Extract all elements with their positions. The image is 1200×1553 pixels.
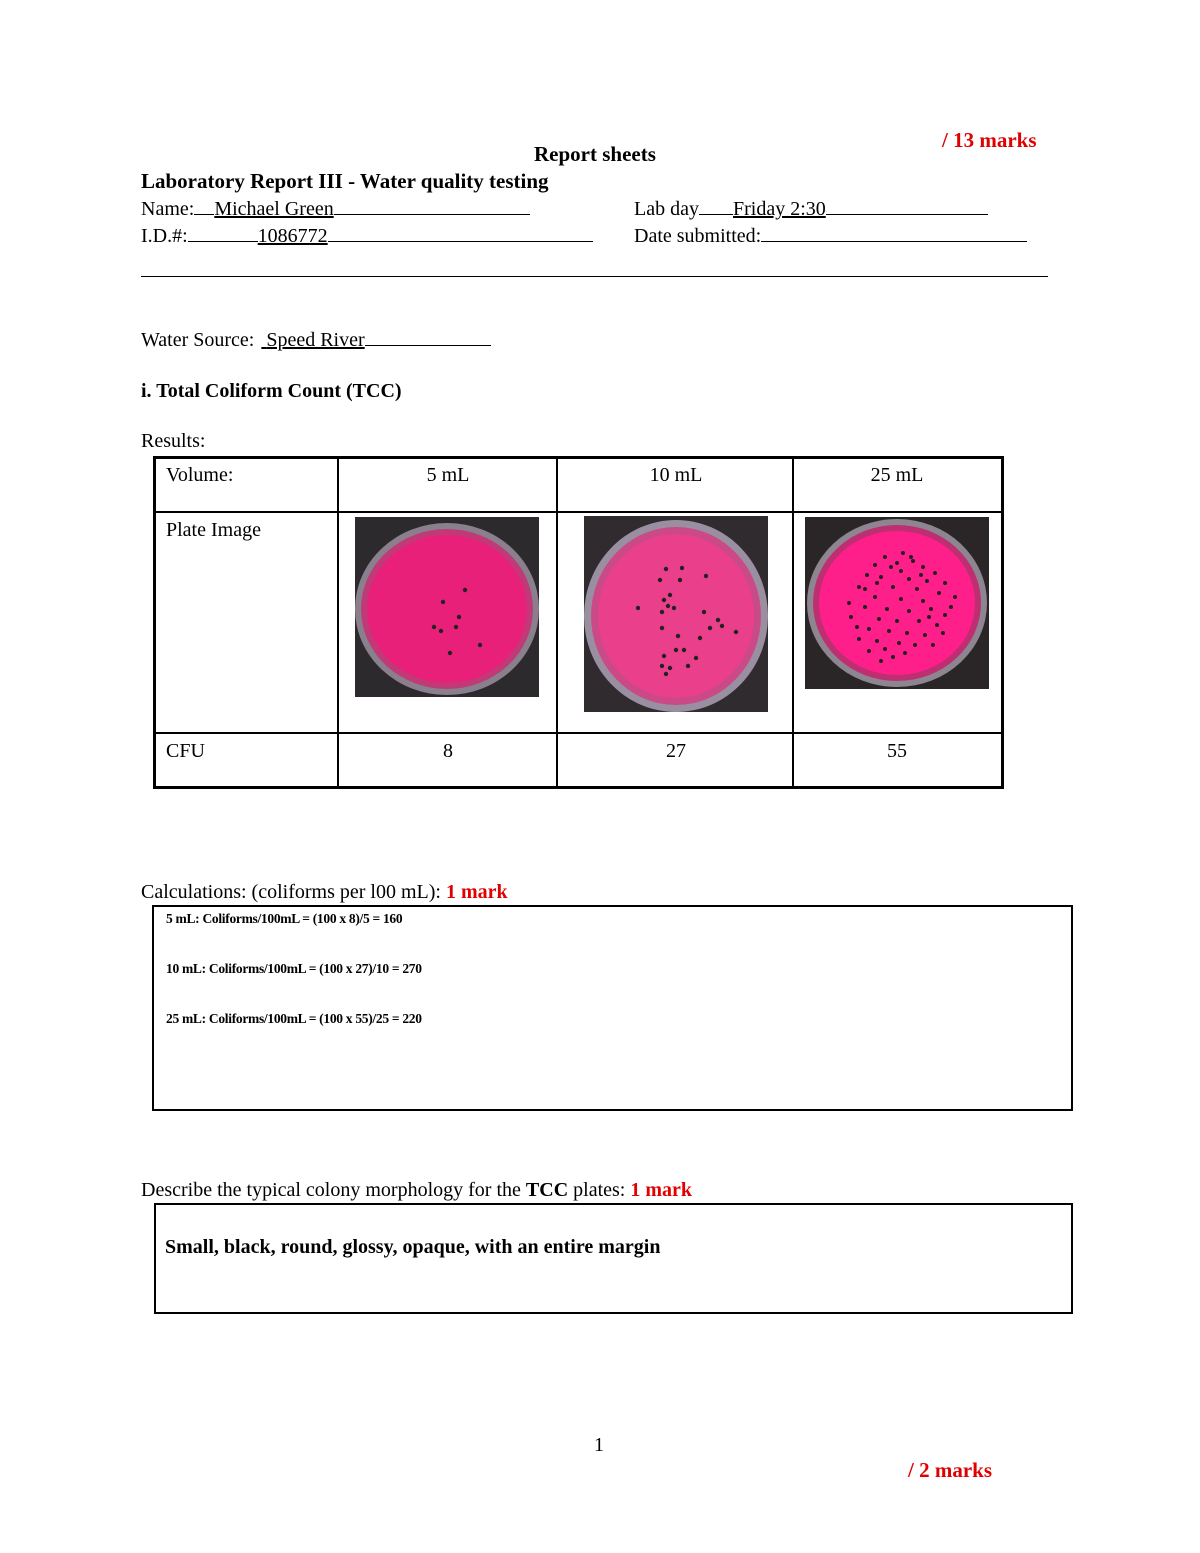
morphology-prompt-end: plates: xyxy=(573,1179,626,1201)
water-source-row xyxy=(141,329,491,352)
calculations-prompt: Calculations: (coliforms per l00 mL): xyxy=(141,881,441,903)
volume-10ml: 10 mL xyxy=(649,464,703,486)
petri-dish-10ml xyxy=(584,516,768,712)
water-source-label: Water Source: xyxy=(141,329,255,351)
calculations-answer-box[interactable] xyxy=(152,905,1073,1111)
name-row xyxy=(141,198,530,221)
volume-5ml: 5 mL xyxy=(426,464,470,486)
page-title: Report sheets xyxy=(534,142,656,166)
petri-dish-25ml xyxy=(805,517,989,689)
lab-day-row xyxy=(634,198,988,221)
cfu-5ml: 8 xyxy=(443,740,453,762)
section-marks: / 2 marks xyxy=(908,1458,992,1482)
cfu-10ml: 27 xyxy=(666,740,686,762)
calculation-line-25ml: 25 mL: Coliforms/100mL = (100 x 55)/25 = 220 xyxy=(166,1011,422,1026)
table-col-divider xyxy=(792,459,794,786)
row-label-cfu: CFU xyxy=(166,740,205,762)
table-col-divider xyxy=(556,459,558,786)
id-row xyxy=(141,225,593,248)
results-label: Results: xyxy=(141,430,206,452)
calculations-prompt-row xyxy=(141,881,508,904)
plate-image-10ml xyxy=(584,516,768,712)
header-divider xyxy=(141,276,1048,277)
morphology-answer: Small, black, round, glossy, opaque, with an entire margin xyxy=(165,1236,661,1258)
calculations-marks: 1 mark xyxy=(445,881,508,903)
table-col-divider xyxy=(337,459,339,786)
calculation-line-5ml: 5 mL: Coliforms/100mL = (100 x 8)/5 = 160 xyxy=(166,911,403,926)
calculation-line-10ml: 10 mL: Coliforms/100mL = (100 x 27)/10 = 270 xyxy=(166,961,422,976)
morphology-marks: 1 mark xyxy=(630,1179,693,1201)
tcc-heading: i. Total Coliform Count (TCC) xyxy=(141,380,402,402)
lab-day-value: Friday 2:30 xyxy=(732,198,826,220)
volume-25ml: 25 mL xyxy=(870,464,924,486)
row-label-volume: Volume: xyxy=(166,464,234,486)
plate-image-25ml xyxy=(805,517,989,689)
morphology-prompt: Describe the typical colony morphology for the xyxy=(141,1179,521,1201)
morphology-prompt-tcc: TCC xyxy=(525,1179,569,1201)
total-marks: / 13 marks xyxy=(942,128,1037,152)
petri-dish-5ml xyxy=(355,517,539,697)
plate-image-5ml xyxy=(355,517,539,697)
results-table xyxy=(153,456,1004,789)
row-label-plate-image: Plate Image xyxy=(166,519,261,541)
date-submitted-row xyxy=(634,225,1027,248)
lab-day-label: Lab day xyxy=(634,198,699,220)
report-subtitle: Laboratory Report III - Water quality testing xyxy=(141,169,549,193)
table-row-divider xyxy=(156,732,1001,734)
name-label: Name: xyxy=(141,198,195,220)
date-submitted-label: Date submitted: xyxy=(634,225,762,247)
morphology-prompt-row xyxy=(141,1179,692,1202)
name-value: Michael Green xyxy=(214,198,334,220)
id-label: I.D.#: xyxy=(141,225,188,247)
water-source-value: Speed River xyxy=(266,329,365,351)
cfu-25ml: 55 xyxy=(887,740,907,762)
morphology-answer-box[interactable] xyxy=(154,1203,1073,1314)
id-value: 1086772 xyxy=(257,225,328,247)
table-row-divider xyxy=(156,511,1001,513)
page-number: 1 xyxy=(594,1434,604,1456)
